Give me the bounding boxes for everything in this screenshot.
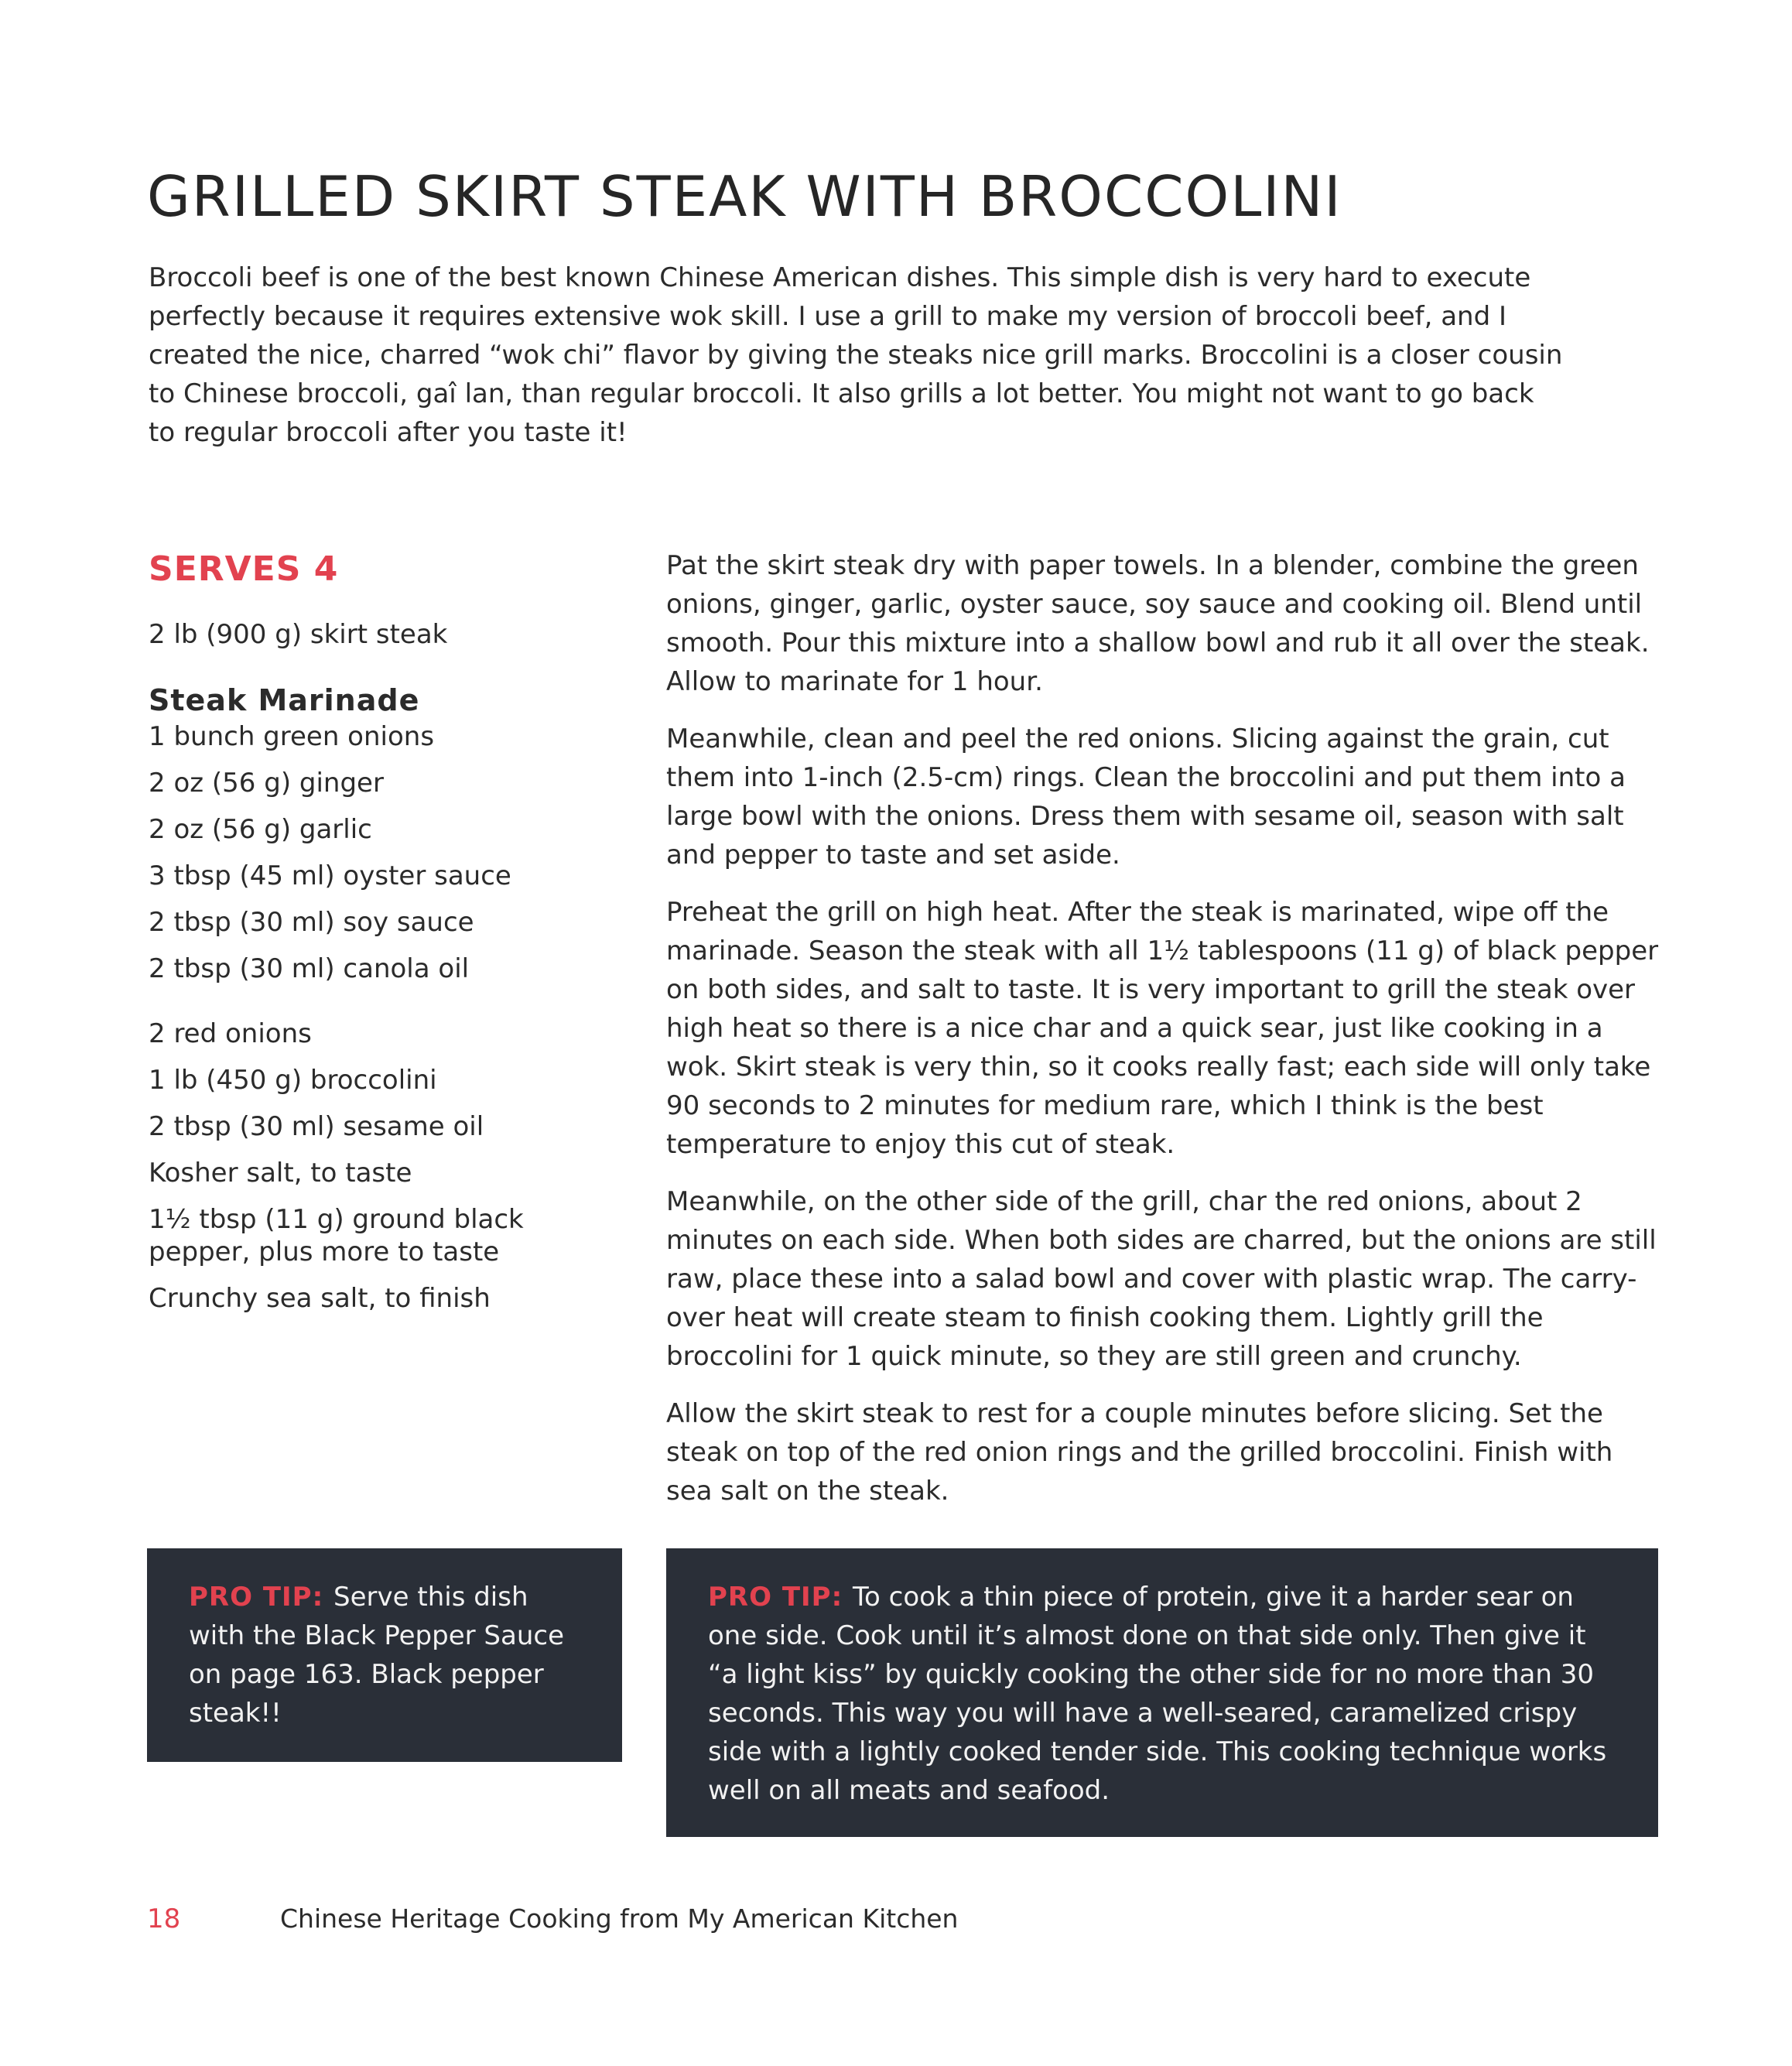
- main-ingredients: [149, 618, 628, 651]
- ingredient-item: 3 tbsp (45 ml) oyster sauce: [149, 860, 511, 891]
- page-number: 18: [147, 1904, 181, 1934]
- instruction-step: Meanwhile, clean and peel the red onions. Slicing against the grain, cut them into 1-inch (2.5-cm) rings. Clean the broccolini and put them into a large bowl with the onions. Dress them with sesame oil, season with salt and pepper to taste and set aside.: [666, 723, 1626, 871]
- serves-heading: SERVES 4: [149, 549, 339, 589]
- ingredients-column: [149, 549, 628, 1347]
- ingredient-item: 2 tbsp (30 ml) sesame oil: [149, 1111, 484, 1142]
- ingredient-item: 1 bunch green onions: [149, 721, 435, 752]
- marinade-heading: Steak Marinade: [149, 683, 420, 717]
- ingredient-item: Crunchy sea salt, to finish: [149, 1283, 491, 1314]
- recipe-title: GRILLED SKIRT STEAK WITH BROCCOLINI: [147, 164, 1342, 229]
- ingredient-item: 2 oz (56 g) garlic: [149, 814, 372, 845]
- ingredient-item: 2 red onions: [149, 1018, 312, 1049]
- pro-tip-label: PRO TIP:: [189, 1582, 334, 1613]
- pro-tip-box-left: [147, 1548, 622, 1762]
- recipe-intro: Broccoli beef is one of the best known Chinese American dishes. This simple dish is very hard to execute perfectly because it requires extensive wok skill. I use a grill to make my version of broccoli beef, and I created the nice, charred “wok chi” flavor by giving the steaks nice grill marks. Broccolini is a closer cousin to Chinese broccoli, gaî lan, than regular broccoli. It also grills a lot better. You might not want to go back to regular broccoli after you taste it!: [149, 262, 1563, 448]
- instruction-step: Meanwhile, on the other side of the grill, char the red onions, about 2 minutes on each side. When both sides are charred, but the onions are still raw, place these into a salad bowl and cover with plastic wrap. The carry-over heat will create steam to finish cooking them. Lightly grill the broccolini for 1 quick minute, so they are still green and crunchy.: [666, 1186, 1657, 1372]
- ingredient-item: Kosher salt, to taste: [149, 1158, 412, 1189]
- pro-tip-label: PRO TIP:: [708, 1582, 853, 1613]
- ingredient-item: 1½ tbsp (11 g) ground black pepper, plus more to taste: [149, 1204, 524, 1267]
- instructions-column: [666, 546, 1664, 1529]
- marinade-ingredients: [149, 683, 628, 985]
- instruction-step: Pat the skirt steak dry with paper towels. In a blender, combine the green onions, ginger, garlic, oyster sauce, soy sauce and cooking oil. Blend until smooth. Pour this mixture into a shallow bowl and rub it all over the steak. Allow to marinate for 1 hour.: [666, 550, 1650, 697]
- pro-tip-text: Serve this dish with the Black Pepper Sauce on page 163. Black pepper steak!!: [189, 1582, 564, 1729]
- ingredient-item: 1 lb (450 g) broccolini: [149, 1065, 437, 1096]
- instruction-step: Preheat the grill on high heat. After the steak is marinated, wipe off the marinade. Season the steak with all 1½ tablespoons (11 g) of black pepper on both sides, and salt to taste. It is very important to grill the steak over high heat so there is a nice char and a quick sear, just like cooking in a wok. Skirt steak is very thin, so it cooks really fast; each side will only take 90 seconds to 2 minutes for medium rare, which I think is the best temperature to enjoy this cut of steak.: [666, 897, 1659, 1160]
- other-ingredients: [149, 1018, 628, 1315]
- pro-tip-box-right: [666, 1548, 1658, 1837]
- ingredient-item: 2 lb (900 g) skirt steak: [149, 619, 448, 650]
- book-title: Chinese Heritage Cooking from My American Kitchen: [280, 1904, 959, 1934]
- ingredient-item: 2 oz (56 g) ginger: [149, 768, 384, 799]
- instruction-step: Allow the skirt steak to rest for a couple minutes before slicing. Set the steak on top of the red onion rings and the grilled broccolini. Finish with sea salt on the steak.: [666, 1398, 1613, 1507]
- pro-tip-text: To cook a thin piece of protein, give it a harder sear on one side. Cook until it’s almost done on that side only. Then give it “a light kiss” by quickly cooking the other side for no more than 30 seconds. This way you will have a well-seared, caramelized crispy side with a lightly cooked tender side. This cooking technique works well on all meats and seafood.: [708, 1582, 1607, 1806]
- ingredient-item: 2 tbsp (30 ml) soy sauce: [149, 907, 474, 938]
- ingredient-item: 2 tbsp (30 ml) canola oil: [149, 953, 470, 984]
